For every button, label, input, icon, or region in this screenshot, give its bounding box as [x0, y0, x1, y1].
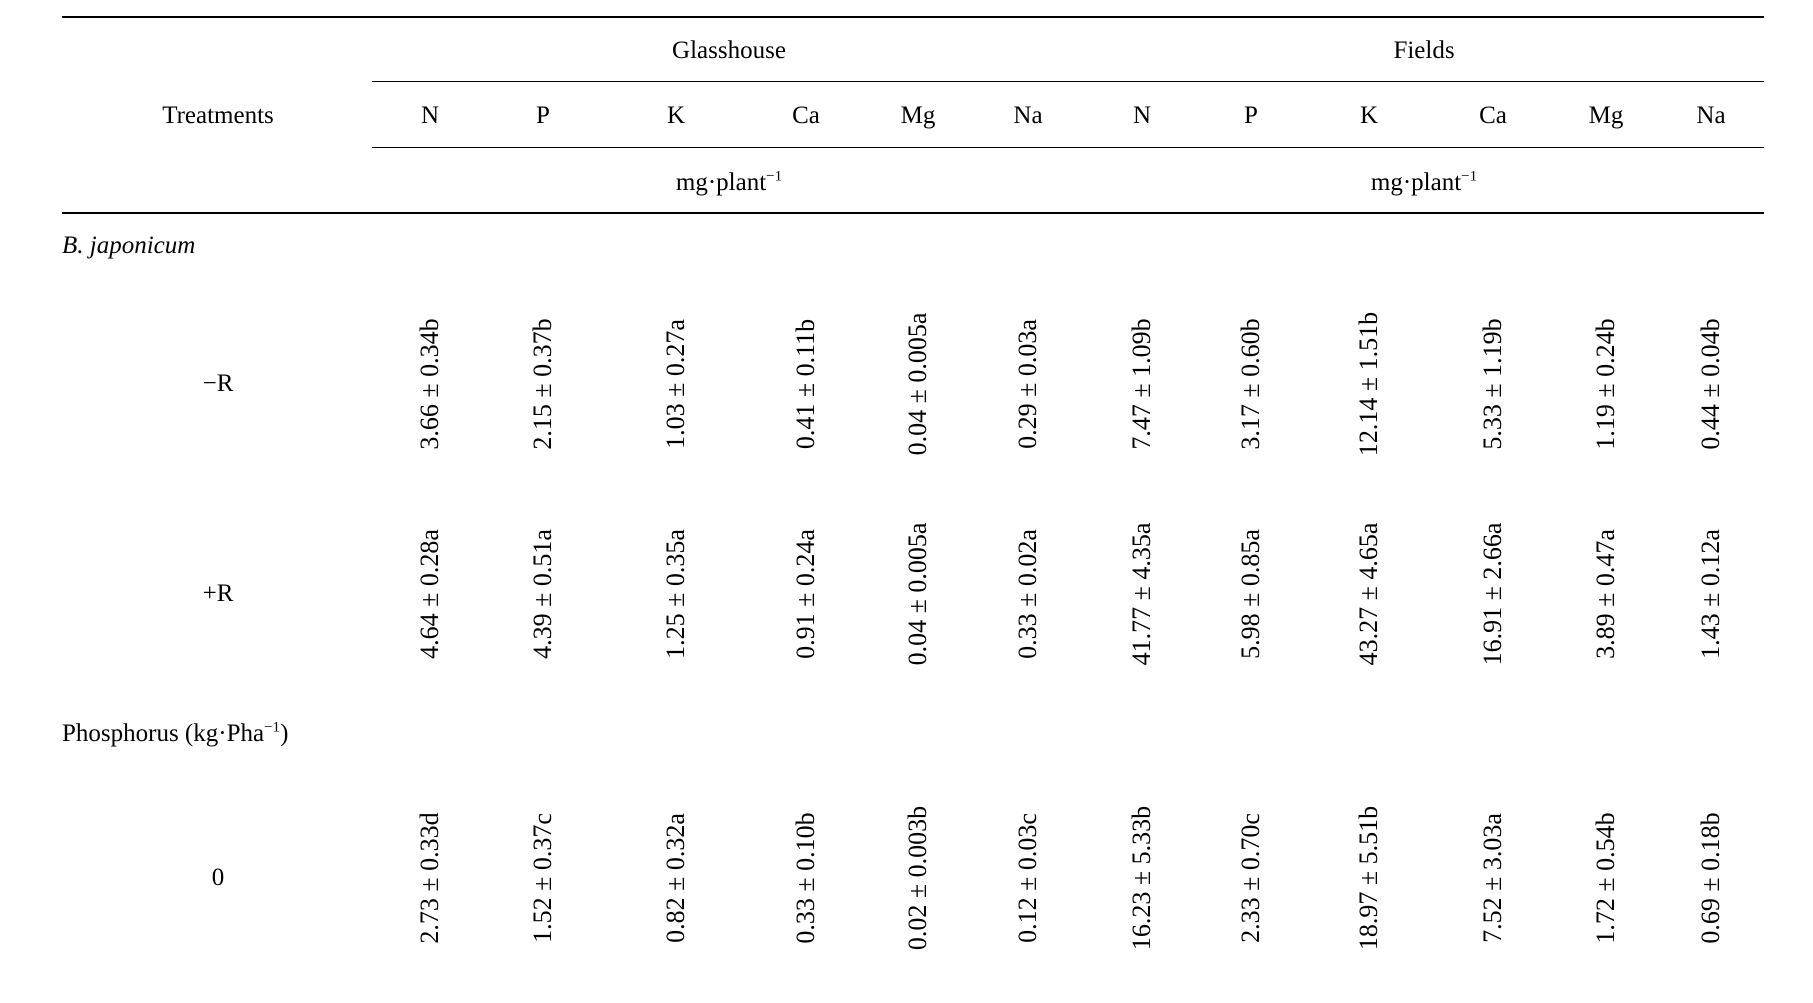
table-cell: 2.33 ± 0.70c — [1236, 813, 1265, 943]
table-cell: 1.43 ± 0.12a — [1696, 529, 1725, 659]
column-header: Mg — [900, 102, 936, 129]
table-cell: 0.33 ± 0.10b — [791, 812, 820, 944]
section-title-text: B. japonicum — [62, 232, 196, 259]
table-cell: 3.66 ± 0.34b — [415, 318, 444, 450]
table-cell: 1.25 ± 0.35a — [661, 529, 690, 659]
header-bottom-rule — [62, 212, 1764, 214]
column-header: N — [420, 102, 440, 129]
top-rule — [62, 16, 1764, 18]
unit-glasshouse — [629, 168, 829, 198]
table-cell: 0.41 ± 0.11b — [791, 318, 820, 450]
section-title-text: Phosphorus (kg·Pha — [62, 720, 265, 747]
unit-fields — [1324, 168, 1524, 198]
column-header: N — [1132, 102, 1152, 129]
table-cell: 0.69 ± 0.18b — [1696, 812, 1725, 944]
row-label: +R — [202, 580, 234, 607]
table-cell: 7.52 ± 3.03a — [1478, 813, 1507, 943]
table-cell: 5.98 ± 0.85a — [1236, 529, 1265, 659]
table-cell: 0.29 ± 0.03a — [1013, 319, 1042, 449]
column-header: K — [1359, 102, 1379, 129]
column-header: Na — [1013, 102, 1043, 129]
row-label: −R — [202, 370, 234, 397]
table-cell: 16.91 ± 2.66a — [1478, 522, 1507, 666]
table-cell: 12.14 ± 1.51b — [1354, 311, 1383, 457]
table-cell: 3.17 ± 0.60b — [1236, 318, 1265, 450]
table-cell: 0.04 ± 0.005a — [903, 312, 932, 456]
table-cell: 18.97 ± 5.51b — [1354, 805, 1383, 951]
section-title-exponent: −1 — [264, 719, 281, 736]
unit-text: mg·plant — [1370, 169, 1462, 196]
group-underline — [372, 81, 1764, 82]
table-cell: 0.33 ± 0.02a — [1013, 529, 1042, 659]
row-label: 0 — [211, 864, 225, 891]
section-title-bjaponicum — [62, 232, 195, 260]
column-header: K — [666, 102, 686, 129]
header-glasshouse: Glasshouse — [672, 37, 786, 64]
table-cell: 7.47 ± 1.09b — [1127, 318, 1156, 450]
table-cell: 0.12 ± 0.03c — [1013, 813, 1042, 943]
table-cell: 16.23 ± 5.33b — [1127, 805, 1156, 951]
table-cell: 2.73 ± 0.33d — [415, 812, 444, 944]
table-cell: 43.27 ± 4.65a — [1354, 522, 1383, 666]
table-cell: 0.91 ± 0.24a — [791, 529, 820, 659]
header-fields: Fields — [1393, 37, 1455, 64]
table-cell: 1.19 ± 0.24b — [1591, 318, 1620, 450]
column-header: Ca — [1479, 102, 1507, 129]
section-title-phosphorus — [62, 720, 288, 748]
table-cell: 1.03 ± 0.27a — [661, 319, 690, 449]
column-underline — [372, 147, 1764, 148]
table-cell: 4.64 ± 0.28a — [415, 529, 444, 659]
table-cell: 0.02 ± 0.003b — [903, 805, 932, 951]
table-cell: 5.33 ± 1.19b — [1478, 318, 1507, 450]
unit-text: mg·plant — [675, 169, 767, 196]
table-cell: 3.89 ± 0.47a — [1591, 529, 1620, 659]
table-cell: 1.72 ± 0.54b — [1591, 812, 1620, 944]
table-cell: 41.77 ± 4.35a — [1127, 522, 1156, 666]
column-header: Na — [1696, 102, 1726, 129]
table-cell: 0.04 ± 0.005a — [903, 522, 932, 666]
table-cell: 4.39 ± 0.51a — [528, 529, 557, 659]
unit-exponent: −1 — [766, 168, 783, 185]
column-header: P — [536, 102, 550, 129]
table-cell: 2.15 ± 0.37b — [528, 318, 557, 450]
section-title-suffix: ) — [280, 720, 289, 747]
column-header: Mg — [1588, 102, 1624, 129]
table-cell: 0.82 ± 0.32a — [661, 813, 690, 943]
unit-exponent: −1 — [1461, 168, 1478, 185]
header-treatments: Treatments — [162, 102, 274, 129]
table-cell: 1.52 ± 0.37c — [528, 813, 557, 943]
column-header: P — [1244, 102, 1258, 129]
table-cell: 0.44 ± 0.04b — [1696, 318, 1725, 450]
column-header: Ca — [792, 102, 820, 129]
